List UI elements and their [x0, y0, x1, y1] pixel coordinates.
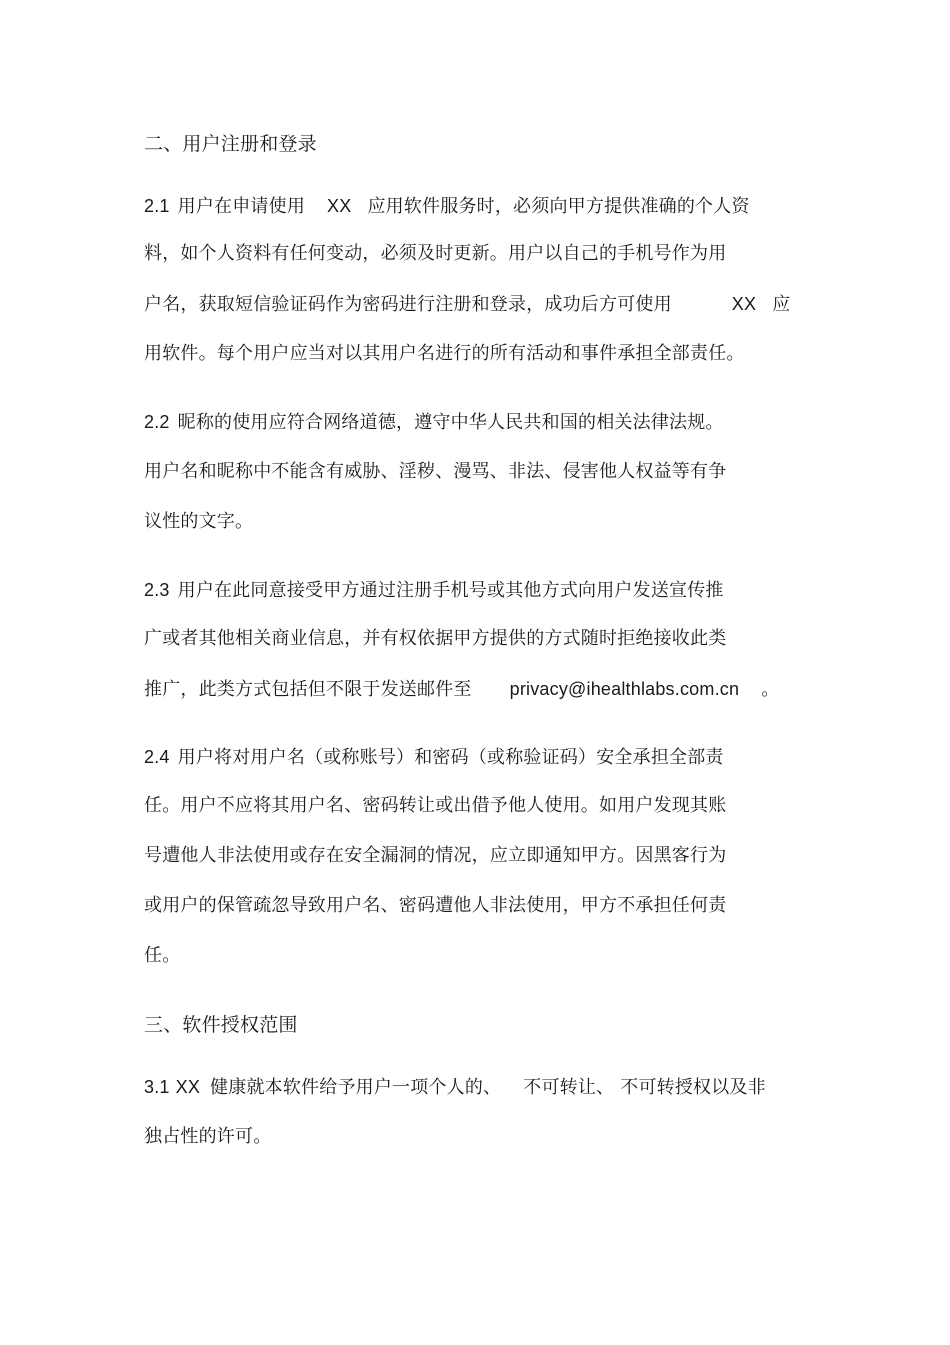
- clause-text: 昵称的使用应符合网络道德，遵守中华人民共和国的相关法律法规。: [177, 412, 724, 433]
- clause-text: 用户将对用户名（或称账号）和密码（或称验证码）安全承担全部责: [177, 747, 724, 768]
- clause-2-1-line-1: [144, 194, 750, 219]
- clause-text: 用户在申请使用: [177, 196, 306, 217]
- clause-2-1-line-4: 用软件。每个用户应当对以其用户名进行的所有活动和事件承担全部责任。: [144, 343, 745, 364]
- section-2-heading: 二、用户注册和登录: [144, 133, 317, 155]
- clause-text: 。: [761, 679, 780, 700]
- clause-number: 2.1: [144, 196, 170, 216]
- clause-text: 用户在此同意接受甲方通过注册手机号或其他方式向用户发送宣传推: [177, 580, 724, 601]
- clause-3-1-line-2: 独占性的许可。: [144, 1126, 272, 1147]
- clause-text: 应用软件服务时，必须向甲方提供准确的个人资: [367, 196, 750, 217]
- clause-number: 3.1: [144, 1077, 170, 1097]
- clause-text: XX: [731, 294, 757, 314]
- section-3-heading: 三、软件授权范围: [144, 1014, 298, 1036]
- clause-2-3-line-3: [144, 677, 779, 702]
- clause-2-2-line-2: 用户名和昵称中不能含有威胁、淫秽、漫骂、非法、侵害他人权益等有争: [144, 461, 727, 482]
- clause-2-2-line-1: [144, 410, 724, 435]
- clause-number: 2.4: [144, 747, 170, 767]
- clause-2-4-line-4: 或用户的保管疏忽导致用户名、密码遭他人非法使用，甲方不承担任何责: [144, 895, 727, 916]
- clause-number: 2.3: [144, 580, 170, 600]
- clause-text: XX: [327, 196, 352, 216]
- clause-text: 户名，获取短信验证码作为密码进行注册和登录，成功后方可使用: [144, 294, 672, 315]
- clause-2-3-line-2: 广或者其他相关商业信息，并有权依据甲方提供的方式随时拒绝接收此类: [144, 628, 727, 649]
- clause-2-4-line-5: 任。: [144, 945, 181, 966]
- clause-2-4-line-1: [144, 745, 724, 770]
- clause-text: 不可转授权以及非: [620, 1077, 766, 1098]
- clause-text: 应: [772, 294, 791, 315]
- clause-text: XX: [175, 1077, 201, 1097]
- clause-number: 2.2: [144, 412, 170, 432]
- clause-2-4-line-3: 号遭他人非法使用或存在安全漏洞的情况，应立即通知甲方。因黑客行为: [144, 845, 727, 866]
- clause-3-1-line-1: [144, 1075, 766, 1100]
- clause-2-1-line-2: 料，如个人资料有任何变动，必须及时更新。用户以自己的手机号作为用: [144, 243, 727, 264]
- clause-2-1-line-3: [144, 292, 790, 317]
- email-address: privacy@ihealthlabs.com.cn: [509, 679, 740, 699]
- clause-text: 健康就本软件给予用户一项个人的、: [210, 1077, 502, 1098]
- clause-2-3-line-1: [144, 578, 724, 603]
- clause-text: 推广，此类方式包括但不限于发送邮件至: [144, 679, 472, 700]
- clause-2-4-line-2: 任。用户不应将其用户名、密码转让或出借予他人使用。如用户发现其账: [144, 795, 727, 816]
- clause-2-2-line-3: 议性的文字。: [144, 511, 254, 532]
- clause-text: 不可转让、: [523, 1077, 615, 1098]
